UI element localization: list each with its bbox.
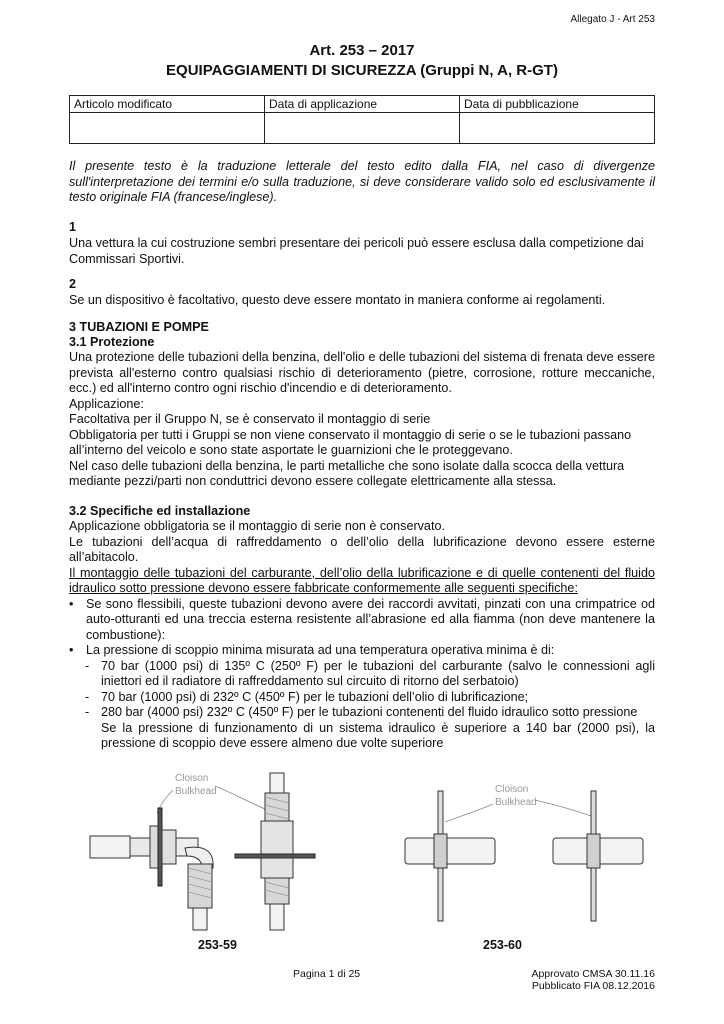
dash-item (69, 705, 655, 721)
header-reference: Allegato J - Art 253 (570, 14, 655, 25)
article-title: Art. 253 – 2017 (309, 42, 415, 59)
article-subtitle: EQUIPAGGIAMENTI DI SICUREZZA (Gruppi N, A, R-GT) (166, 62, 558, 79)
figure-caption-253-60: 253-60 (483, 938, 522, 952)
dash-text: 280 bar (4000 psi) 232º C (450º F) per le tubazioni contenenti del fluido idraulico sotto pressione (101, 705, 638, 719)
pressure-note-text: Se la pressione di funzionamento di un sistema idraulico è superiore a 140 bar (2000 psi), la pressione di scoppio deve essere almeno due volte superiore (101, 720, 655, 750)
section-3-1-body (69, 350, 655, 490)
page-number: Pagina 1 di 25 (293, 968, 361, 980)
dash-icon: - (85, 658, 90, 673)
section-3-heading: 3 TUBAZIONI E POMPE (69, 320, 209, 334)
dash-item (69, 690, 655, 706)
table-cell (460, 113, 655, 144)
approved-date: Approvato CMSA 30.11.16 (531, 968, 655, 980)
section-3-2-heading: 3.2 Specifiche ed installazione (69, 504, 251, 518)
dash-text: 70 bar (1000 psi) di 135º C (250º F) per le tubazioni del carburante (salvo le connessioni agli iniettori ed il radiatore di raffreddamento sul circuito di ritorno del serbatoio) (101, 658, 655, 688)
dash-item (69, 659, 655, 690)
table-header-cell: Data di pubblicazione (460, 96, 655, 113)
bulkhead-label-fr: Cloison (495, 784, 529, 795)
bullet-dot-icon: • (69, 643, 74, 657)
paragraph: Nel caso delle tubazioni della benzina, le parti metalliche che sono isolate dalla scocca della vettura mediante pezzi/parti non conduttrici devono essere collegate elettricamente alla stessa. (69, 458, 625, 488)
figure-caption-253-59: 253-59 (198, 938, 237, 952)
paragraph: Applicazione obbligatoria se il montaggio di serie non è conservato. (69, 519, 445, 533)
section-1-number: 1 (69, 220, 77, 234)
bulkhead-label-en: Bulkhead (175, 786, 217, 797)
dash-icon: - (85, 689, 90, 704)
paragraph: Le tubazioni dell’acqua di raffreddamento o dell’olio della lubrificazione devono essere esterne all’abitacolo. (69, 534, 655, 564)
bullet-item (69, 643, 655, 659)
dash-icon: - (85, 705, 90, 719)
translation-note: Il presente testo è la traduzione letterale del testo edito dalla FIA, nel caso di divergenze sull'interpretazione dei termini e/o sulla traduzione, si deve considerare valido solo ed esclusivamente il testo originale FIA (francese/inglese). (69, 159, 655, 204)
bullet-item (69, 597, 655, 644)
section-3-1-heading: 3.1 Protezione (69, 335, 155, 349)
paragraph: Obbligatoria per tutti i Gruppi se non viene conservato il montaggio di serie o se le tubazioni passano all’interno del veicolo e sono state asportate le guarnizioni che le proteggevano. (69, 427, 632, 457)
section-1-text: Una vettura la cui costruzione sembri presentare dei pericoli può essere esclusa dalla competizione dai Commissari Sportivi. (69, 236, 644, 266)
modification-table (69, 95, 655, 144)
paragraph: Applicazione: (69, 396, 144, 411)
table-header-cell: Data di applicazione (265, 96, 460, 113)
table-cell (265, 113, 460, 144)
section-2-text: Se un dispositivo è facoltativo, questo deve essere montato in maniera conforme ai regolamenti. (69, 293, 606, 307)
table-header-cell: Articolo modificato (70, 96, 265, 113)
paragraph: Una protezione delle tubazioni della benzina, dell'olio e delle tubazioni del sistema di frenata deve essere prevista all'esterno contro qualsiasi rischio di deterioramento (pietre, corrosione, rotture meccaniche, ecc.) ed all'interno contro ogni rischio d'incendio e di deterioramento. (69, 350, 655, 395)
footer-approval (531, 968, 655, 992)
published-date: Pubblicato FIA 08.12.2016 (531, 980, 655, 992)
dash-text: 70 bar (1000 psi) di 232º C (450º F) per le tubazioni dell’olio di lubrificazione; (101, 689, 529, 704)
bullet-dot-icon: • (69, 596, 74, 611)
section-2-number: 2 (69, 277, 77, 291)
bulkhead-label-fr: Cloison (175, 773, 209, 784)
paragraph: Facoltativa per il Gruppo N, se è conservato il montaggio di serie (69, 412, 431, 426)
bullet-text: La pressione di scoppio minima misurata ad una temperatura operativa minima è di: (86, 643, 555, 657)
paragraph-underlined: Il montaggio delle tubazioni del carburante, dell’olio della lubrificazione e di quelle contenenti del fluido idraulico sotto pressione devono essere fabbricate conformemente alle seguenti specifiche: (69, 565, 655, 595)
table-cell (70, 113, 265, 144)
pressure-note (69, 721, 655, 752)
section-3-2-body (69, 519, 655, 752)
figure-253-59 (85, 768, 340, 933)
bullet-text: Se sono flessibili, queste tubazioni devono avere dei raccordi avvitati, pinzati con una crimpatrice od auto-otturanti ed una treccia esterna resistente all’abrasione ed alla fiamma (non deve mantenere la combustione): (86, 596, 655, 642)
bulkhead-label-en: Bulkhead (495, 797, 537, 808)
figure-253-60 (395, 776, 655, 926)
